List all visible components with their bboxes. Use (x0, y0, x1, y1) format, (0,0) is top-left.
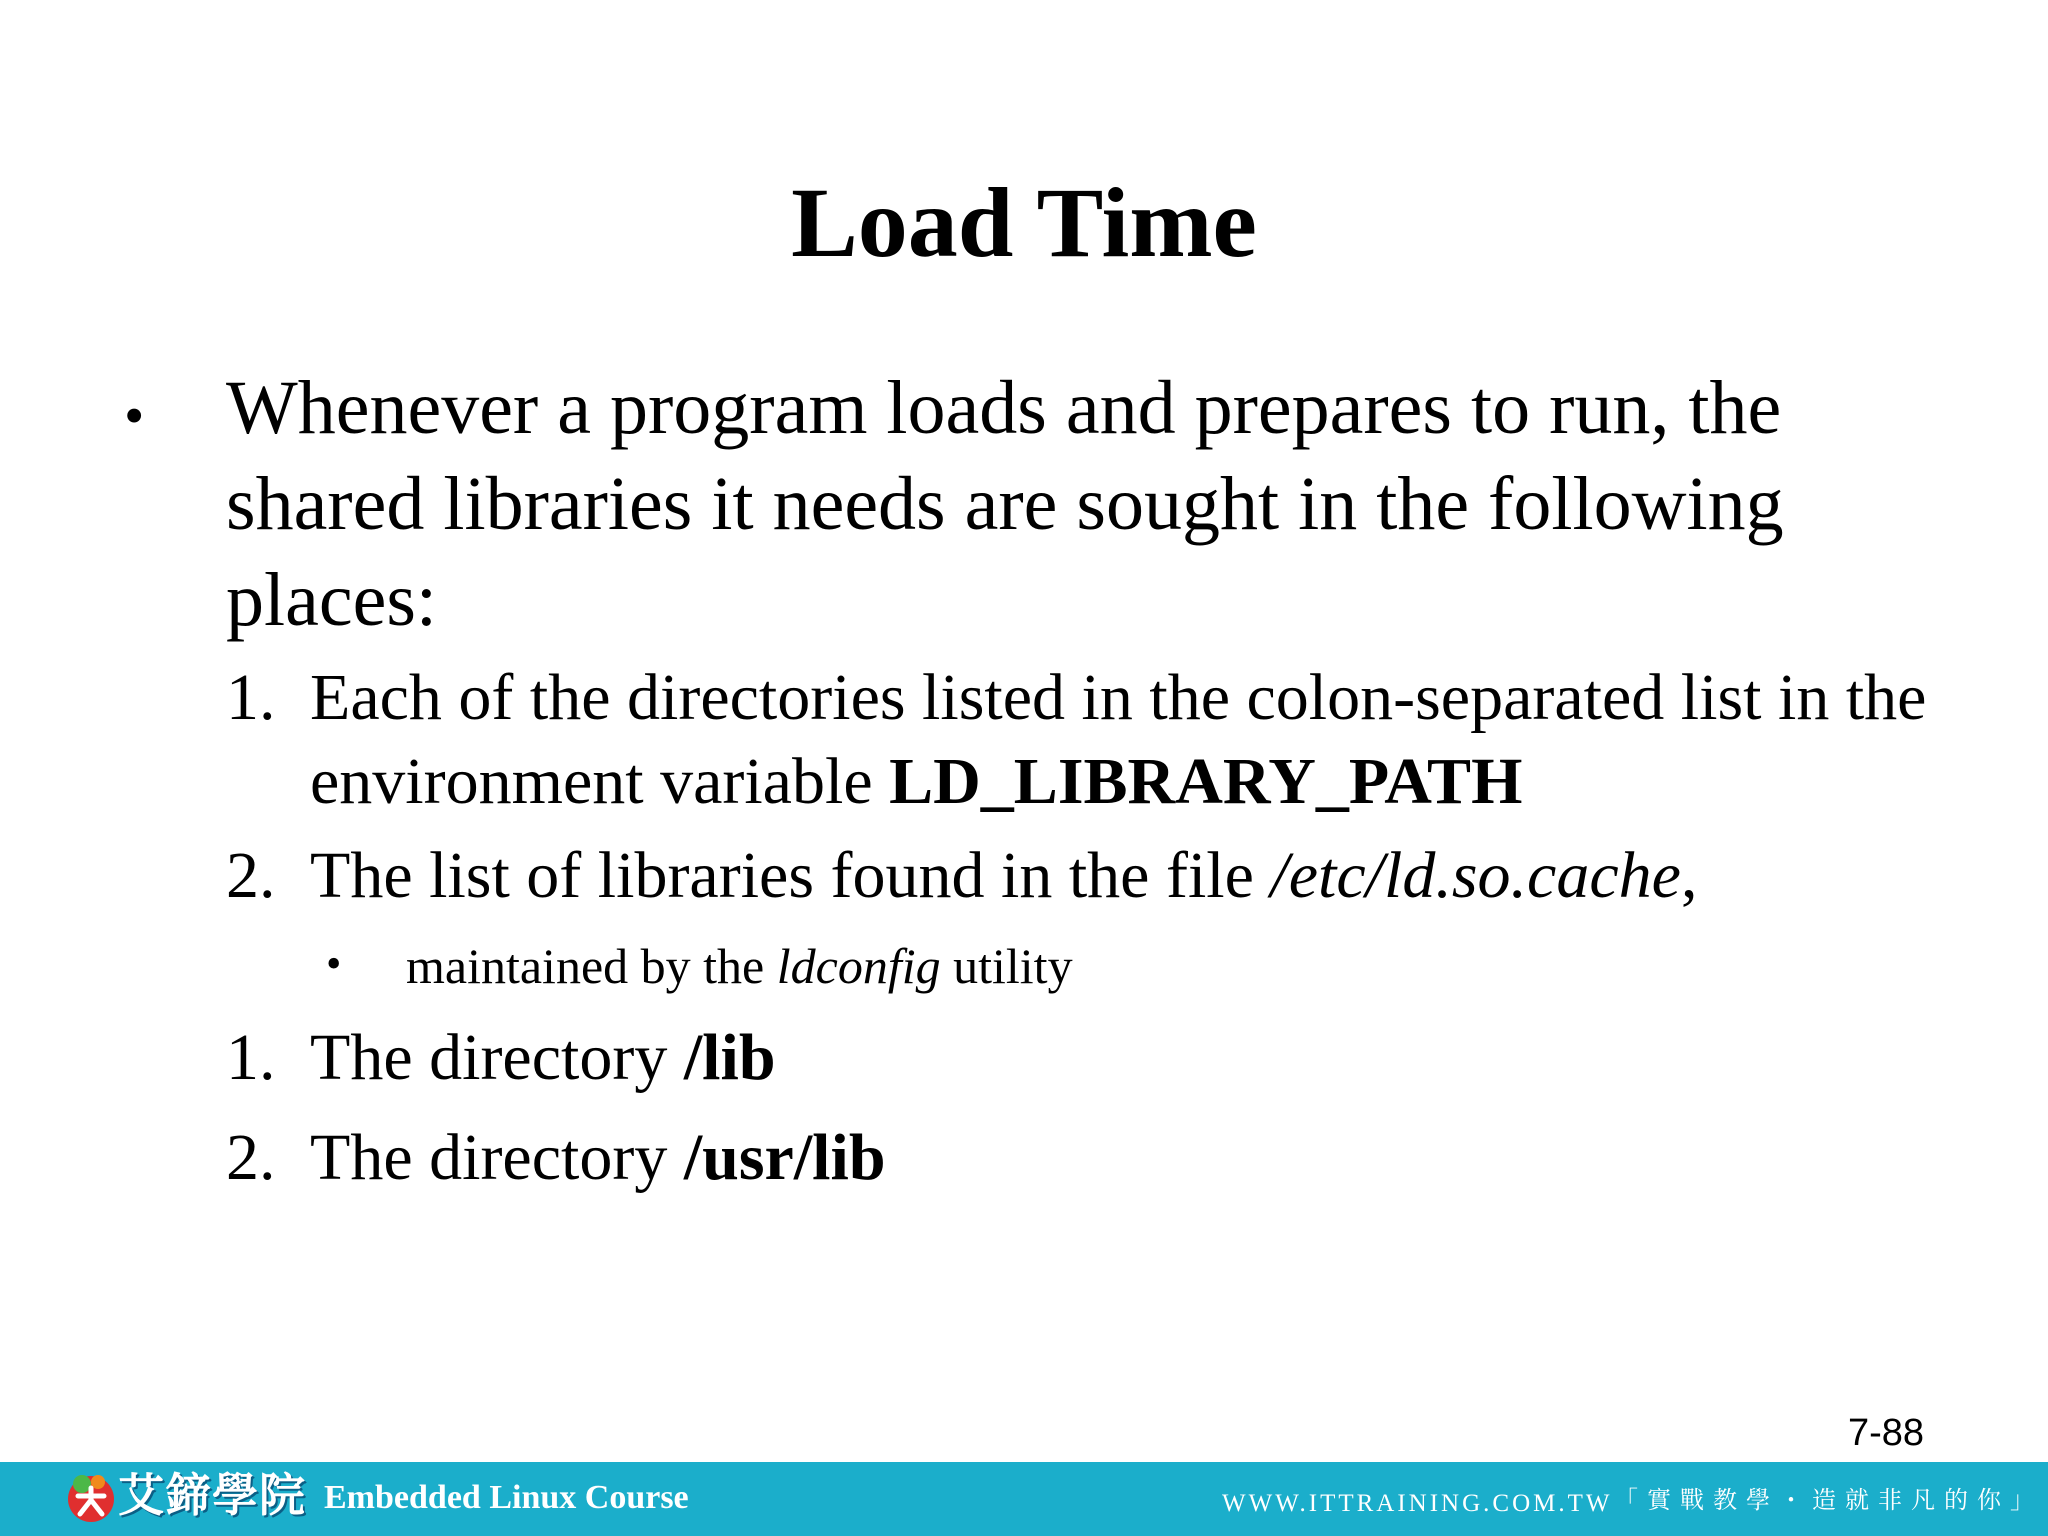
bullet-icon: • (124, 383, 145, 448)
list-item-text-plain: , (1680, 839, 1698, 912)
list-item-text (310, 1016, 1950, 1100)
list-item-text-plain: The directory (310, 1121, 684, 1194)
site-url: WWW.ITTRAINING.COM.TW (1222, 1490, 1613, 1517)
sub-bullet-text-plain: utility (940, 938, 1073, 994)
slide-title: Load Time (791, 167, 1257, 278)
list-item-number: 2. (226, 1121, 276, 1194)
cache-file-path: /etc/ld.so.cache (1270, 839, 1681, 912)
list-item-text-plain: The directory (310, 1021, 684, 1094)
page-number: 7-88 (1847, 1412, 1924, 1454)
list-item-text-plain: The list of libraries found in the file (310, 839, 1271, 912)
list-item-number: 1. (226, 661, 276, 734)
list-item-number: 1. (226, 1021, 276, 1094)
footer-bar (0, 1462, 2048, 1536)
course-name: Embedded Linux Course (324, 1479, 689, 1516)
sub-bullet-icon: • (326, 939, 342, 988)
ai-di-logo-icon (64, 1470, 118, 1524)
sub-bullet-text (406, 934, 1073, 998)
list-item-text (310, 1116, 1950, 1200)
list-item-text (310, 834, 1950, 918)
main-bullet-text: Whenever a program loads and prepares to run, the shared libraries it needs are sought in the following places: (226, 366, 1784, 642)
utility-name: ldconfig (776, 938, 941, 994)
list-item-text (310, 656, 1950, 824)
motto: 「實戰教學・造就非凡的你」 (1614, 1486, 2043, 1514)
list-item-text-plain: Each of the directories listed in the colon-separated list in the environment variable (310, 661, 1927, 818)
sub-bullet-text-plain: maintained by the (406, 938, 777, 994)
logo-wordmark: 艾鍗學院 (118, 1468, 306, 1522)
directory-path: /usr/lib (683, 1121, 886, 1194)
env-variable-name: LD_LIBRARY_PATH (889, 745, 1523, 818)
list-item-number: 2. (226, 839, 276, 912)
directory-path: /lib (683, 1021, 776, 1094)
